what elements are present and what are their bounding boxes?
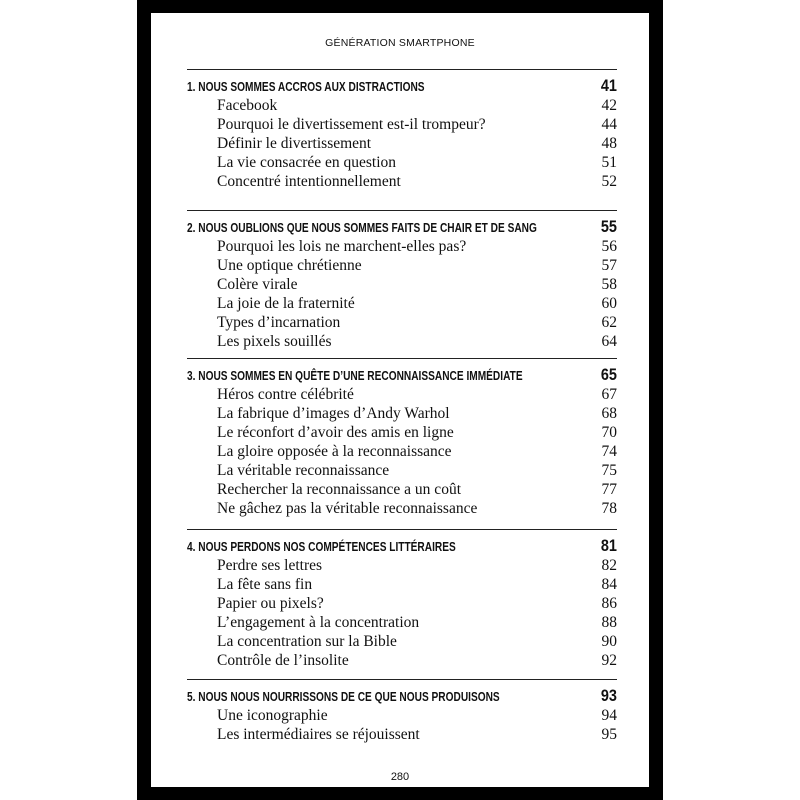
toc-entry xyxy=(187,313,617,332)
toc-entry xyxy=(187,256,617,275)
entry-title: Facebook xyxy=(217,97,278,114)
toc-entry xyxy=(187,725,617,744)
entry-page-number: 51 xyxy=(601,154,617,171)
chapter-page-number: 81 xyxy=(600,536,617,555)
entry-title: Types d’incarnation xyxy=(217,314,341,331)
entry-title: Ne gâchez pas la véritable reconnaissance xyxy=(217,500,478,517)
entry-title: La fête sans fin xyxy=(217,576,313,593)
entry-page-number: 92 xyxy=(601,652,617,669)
chapter-1 xyxy=(187,69,617,191)
toc-entry xyxy=(187,134,617,153)
chapter-page-number: 41 xyxy=(600,76,617,95)
entry-page-number: 88 xyxy=(601,614,617,631)
entry-page-number: 68 xyxy=(601,405,617,422)
chapter-page-number: 65 xyxy=(600,365,617,384)
entry-page-number: 64 xyxy=(601,333,617,350)
toc-entry xyxy=(187,153,617,172)
entry-page-number: 62 xyxy=(601,314,617,331)
entry-title: Concentré intentionnellement xyxy=(217,173,401,190)
toc-entry xyxy=(187,96,617,115)
toc-entry xyxy=(187,332,617,351)
entry-page-number: 70 xyxy=(601,424,617,441)
toc-entry xyxy=(187,442,617,461)
entry-page-number: 74 xyxy=(601,443,617,460)
toc-entry xyxy=(187,480,617,499)
toc-entry xyxy=(187,499,617,518)
entry-page-number: 52 xyxy=(601,173,617,190)
chapter-title: 1. NOUS SOMMES ACCROS AUX DISTRACTIONS xyxy=(187,79,425,94)
entry-page-number: 86 xyxy=(601,595,617,612)
entry-page-number: 75 xyxy=(601,462,617,479)
entry-title: Héros contre célébrité xyxy=(217,386,354,403)
chapter-2 xyxy=(187,210,617,351)
chapter-title: 4. NOUS PERDONS NOS COMPÉTENCES LITTÉRAIRES xyxy=(187,539,456,554)
entry-page-number: 44 xyxy=(601,116,617,133)
entry-title: L’engagement à la concentration xyxy=(217,614,420,631)
entry-page-number: 57 xyxy=(601,257,617,274)
chapter-heading xyxy=(187,215,617,237)
entry-page-number: 56 xyxy=(601,238,617,255)
entry-title: Papier ou pixels? xyxy=(217,595,324,612)
page-number: 280 xyxy=(390,771,410,783)
toc-entry xyxy=(187,461,617,480)
entry-title: Pourquoi les lois ne marchent-elles pas? xyxy=(217,238,467,255)
chapter-heading xyxy=(187,534,617,556)
entry-title: La concentration sur la Bible xyxy=(217,633,397,650)
entry-page-number: 95 xyxy=(601,726,617,743)
entry-title: Pourquoi le divertissement est-il trompeur? xyxy=(217,116,486,133)
entry-title: Le réconfort d’avoir des amis en ligne xyxy=(217,424,454,441)
chapter-heading xyxy=(187,74,617,96)
toc-entry xyxy=(187,237,617,256)
entry-title: Définir le divertissement xyxy=(217,135,372,152)
chapter-4 xyxy=(187,529,617,670)
entry-page-number: 82 xyxy=(601,557,617,574)
toc-entry xyxy=(187,115,617,134)
chapter-page-number: 55 xyxy=(600,217,617,236)
chapter-5 xyxy=(187,679,617,744)
entry-title: Une iconographie xyxy=(217,707,328,724)
chapter-heading xyxy=(187,684,617,706)
chapter-title: 2. NOUS OUBLIONS QUE NOUS SOMMES FAITS DE CHAIR ET DE SANG xyxy=(187,220,537,235)
entry-page-number: 94 xyxy=(601,707,617,724)
entry-page-number: 42 xyxy=(601,97,617,114)
entry-page-number: 84 xyxy=(601,576,617,593)
entry-page-number: 58 xyxy=(601,276,617,293)
entry-page-number: 67 xyxy=(601,386,617,403)
toc-entry xyxy=(187,172,617,191)
entry-title: Contrôle de l’insolite xyxy=(217,652,349,669)
entry-title: La fabrique d’images d’Andy Warhol xyxy=(217,405,450,422)
toc-entry xyxy=(187,594,617,613)
chapter-heading xyxy=(187,363,617,385)
entry-page-number: 60 xyxy=(601,295,617,312)
toc-entry xyxy=(187,294,617,313)
toc-entry xyxy=(187,556,617,575)
entry-title: Les pixels souillés xyxy=(217,333,332,350)
entry-title: Colère virale xyxy=(217,276,298,293)
entry-title: Perdre ses lettres xyxy=(217,557,323,574)
entry-title: La gloire opposée à la reconnaissance xyxy=(217,443,452,460)
entry-title: La vie consacrée en question xyxy=(217,154,397,171)
entry-page-number: 78 xyxy=(601,500,617,517)
toc-entry xyxy=(187,575,617,594)
toc-entry xyxy=(187,706,617,725)
entry-page-number: 48 xyxy=(601,135,617,152)
entry-page-number: 77 xyxy=(601,481,617,498)
entry-title: Les intermédiaires se réjouissent xyxy=(217,726,420,743)
entry-title: Rechercher la reconnaissance a un coût xyxy=(217,481,461,498)
toc-entry xyxy=(187,275,617,294)
toc-entry xyxy=(187,385,617,404)
entry-title: La joie de la fraternité xyxy=(217,295,355,312)
chapter-3 xyxy=(187,358,617,518)
toc-entry xyxy=(187,632,617,651)
toc-entry xyxy=(187,651,617,670)
toc-entry xyxy=(187,613,617,632)
chapter-title: 3. NOUS SOMMES EN QUÊTE D’UNE RECONNAISSANCE IMMÉDIATE xyxy=(187,368,523,383)
toc-entry xyxy=(187,423,617,442)
chapter-title: 5. NOUS NOUS NOURRISSONS DE CE QUE NOUS PRODUISONS xyxy=(187,689,500,704)
chapter-page-number: 93 xyxy=(600,686,617,705)
entry-title: La véritable reconnaissance xyxy=(217,462,390,479)
toc-entry xyxy=(187,404,617,423)
entry-page-number: 90 xyxy=(601,633,617,650)
book-page xyxy=(151,13,649,787)
entry-title: Une optique chrétienne xyxy=(217,257,362,274)
running-head: GÉNÉRATION SMARTPHONE xyxy=(325,37,475,49)
